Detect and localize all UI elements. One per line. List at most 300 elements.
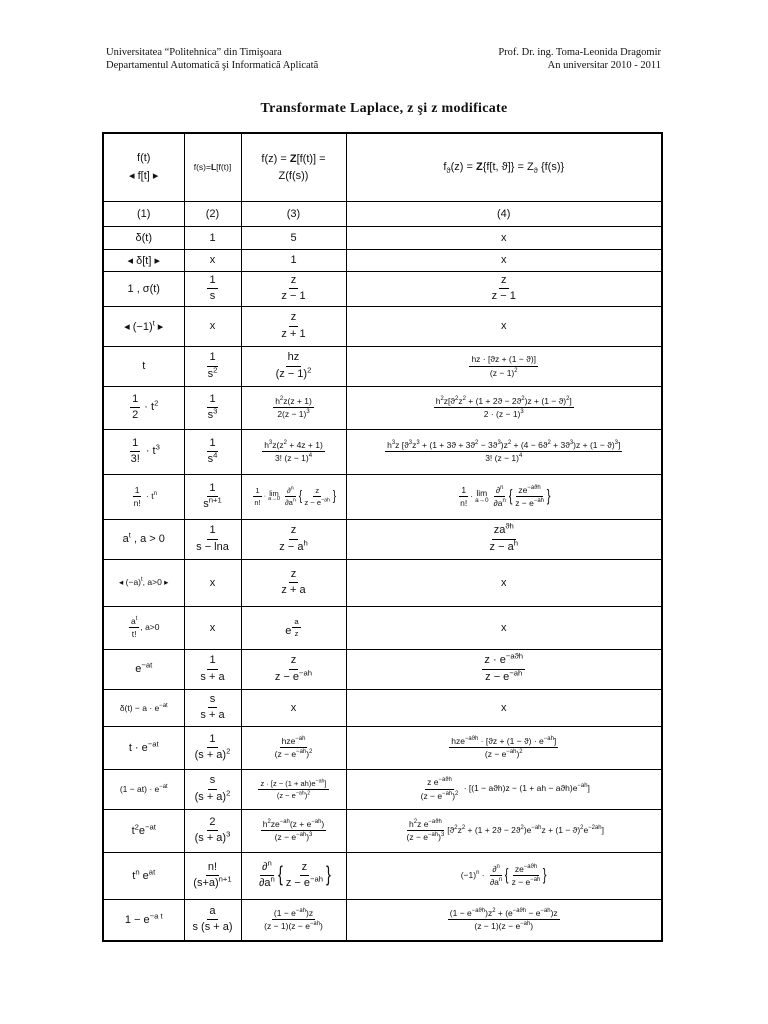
superscript — [136, 616, 138, 622]
math-expression — [485, 453, 522, 463]
superscript — [226, 829, 230, 838]
cell-z-transform — [241, 769, 346, 809]
math-text: n! — [460, 498, 468, 508]
math-text: 2 — [309, 749, 313, 756]
page-title: Transformate Laplace, z şi z modificate — [260, 101, 508, 116]
fraction — [190, 905, 234, 934]
math-text: z − e — [274, 670, 300, 683]
fraction-denominator — [488, 367, 520, 378]
math-text: 2 — [519, 749, 523, 756]
math-text: −ah — [577, 783, 588, 790]
math-text: 1 − e — [124, 913, 150, 926]
math-expression — [192, 815, 234, 844]
cell-time-function — [103, 809, 184, 852]
math-text: h — [262, 818, 268, 829]
math-expression — [515, 498, 544, 508]
math-text: s — [203, 498, 209, 510]
cell-time-function — [103, 726, 184, 769]
math-expression — [276, 524, 310, 553]
math-text: 2 — [413, 818, 418, 825]
math-text: , a>0 ▸ — [142, 577, 169, 587]
cell-time-function — [103, 249, 184, 271]
math-text: n — [292, 497, 296, 504]
math-text: z e — [417, 818, 429, 829]
transform-table — [102, 132, 663, 942]
math-text: z — [294, 629, 299, 638]
math-expression — [120, 784, 168, 794]
superscript — [527, 485, 540, 491]
math-text: n+1 — [218, 874, 232, 884]
math-expression — [258, 874, 275, 889]
superscript — [465, 736, 478, 742]
superscript — [513, 908, 526, 914]
superscript — [296, 832, 306, 838]
cell-modified-z-transform — [346, 346, 662, 386]
fraction — [194, 524, 231, 553]
math-text: 1 — [209, 732, 216, 745]
fraction-numerator — [133, 485, 142, 497]
math-text: z — [315, 486, 320, 495]
math-text: ) — [306, 749, 310, 759]
fraction-numerator — [313, 486, 321, 497]
math-text: − 3ϑ — [478, 439, 498, 450]
fraction — [252, 486, 262, 507]
math-text: 5 — [290, 231, 297, 244]
superscript — [296, 790, 305, 796]
math-text: (z − e — [276, 790, 296, 800]
math-expression — [287, 486, 294, 495]
fraction-numerator — [207, 816, 217, 831]
cell-time-function — [103, 689, 184, 726]
math-text: n+1 — [208, 495, 222, 505]
curly-brace: } — [332, 488, 336, 505]
superscript — [506, 749, 516, 755]
math-text: ze — [270, 818, 280, 829]
math-text: 3! (z − 1) — [274, 453, 309, 463]
superscript — [291, 486, 294, 492]
fraction-numerator — [129, 616, 139, 628]
math-text: t — [141, 577, 143, 584]
math-text: , a > 0 — [130, 533, 165, 545]
math-expression — [492, 864, 500, 874]
cell-laplace-transform — [184, 271, 241, 306]
fraction-denominator — [130, 628, 139, 639]
cell-time-function — [103, 346, 184, 386]
math-text: 2 — [566, 395, 570, 402]
math-text: n — [135, 866, 140, 876]
math-expression — [274, 667, 313, 683]
math-expression — [384, 439, 623, 463]
math-expression — [484, 651, 524, 667]
math-text: ▸ — [154, 320, 164, 333]
math-text: 1 — [209, 273, 216, 286]
math-text: + (1 + 3ϑ + 3ϑ — [419, 439, 476, 450]
fraction — [198, 654, 226, 683]
math-expression — [210, 577, 216, 589]
math-text: s — [209, 774, 216, 787]
math-text: x — [209, 621, 216, 634]
math-text: −at — [145, 821, 156, 831]
math-text: 2 — [154, 398, 159, 408]
fraction-denominator — [129, 452, 142, 466]
math-text: 1 — [209, 351, 216, 364]
column-number: (2) — [184, 201, 241, 226]
math-expression — [207, 450, 218, 465]
math-expression — [485, 667, 523, 683]
math-expression — [209, 232, 215, 244]
math-text: z − a — [489, 540, 514, 553]
math-text: δ(t) — [135, 231, 152, 244]
math-expression — [194, 162, 232, 172]
math-text: 3! — [130, 453, 140, 465]
fraction-numerator — [289, 654, 299, 669]
math-text: −ah — [311, 818, 322, 825]
superscript — [213, 365, 217, 374]
cell-laplace-transform — [184, 726, 241, 769]
math-text: (z − 1) — [275, 367, 308, 380]
math-text: 1 — [134, 484, 140, 495]
math-text: x — [501, 621, 507, 634]
fraction-denominator — [488, 876, 504, 887]
cell-modified-z-transform — [346, 559, 662, 606]
cell-laplace-transform — [184, 769, 241, 809]
math-text: (z − e — [274, 832, 297, 842]
superscript — [295, 736, 305, 742]
cell-z-transform — [241, 519, 346, 559]
math-text: n — [267, 858, 272, 868]
fraction-denominator — [279, 327, 307, 341]
math-expression — [206, 273, 218, 302]
math-text: [f(t)] — [216, 162, 232, 173]
transform-operator-symbol: Z — [289, 152, 297, 165]
math-text: f(t) — [137, 152, 151, 165]
fraction-denominator — [283, 497, 298, 507]
superscript — [159, 784, 167, 790]
fraction — [198, 693, 226, 722]
cell-modified-z-transform — [346, 474, 662, 519]
math-text: −ah — [295, 790, 305, 796]
fraction-denominator — [513, 497, 546, 508]
cell-z-transform — [241, 726, 346, 769]
superscript — [441, 832, 444, 838]
fraction — [482, 651, 525, 683]
math-text: −ah — [442, 790, 453, 797]
fraction-numerator — [292, 617, 300, 628]
column-number: (3) — [241, 201, 346, 226]
math-expression — [197, 654, 227, 683]
author-name: Prof. Dr. ing. Toma-Leonida Dragomir — [498, 47, 661, 58]
fraction — [206, 351, 220, 380]
math-text: (z − 1)(z − e — [264, 921, 310, 932]
cell-time-function — [103, 606, 184, 649]
fraction — [279, 311, 307, 340]
fraction-numerator — [207, 905, 217, 920]
math-text: z + 1 — [281, 327, 306, 340]
math-text: 2 — [580, 824, 584, 831]
math-text: 2 — [213, 364, 218, 374]
superscript — [306, 409, 309, 415]
math-text: t — [142, 360, 146, 372]
math-expression — [275, 749, 313, 759]
math-text: 1 — [209, 654, 216, 667]
math-expression — [501, 702, 507, 714]
math-expression — [106, 152, 182, 182]
math-text: ◂ (−1) — [124, 320, 153, 333]
math-text: (z) = — [450, 161, 476, 174]
math-text: s — [209, 290, 216, 302]
math-text: h — [387, 439, 392, 450]
math-expression — [279, 170, 309, 182]
math-text: ∂ — [287, 486, 291, 495]
superscript — [524, 864, 537, 870]
table-row — [103, 249, 662, 271]
math-expression — [277, 409, 309, 419]
math-expression — [501, 232, 507, 244]
math-text: h — [513, 537, 518, 547]
fraction-numerator — [492, 521, 516, 539]
superscript — [150, 911, 163, 920]
math-expression — [132, 866, 156, 882]
fraction-denominator — [132, 497, 143, 508]
cell-modified-z-transform — [346, 386, 662, 429]
fraction — [129, 616, 139, 639]
math-text: z − e — [304, 498, 321, 507]
math-text: 2 — [462, 395, 466, 402]
math-text: f(z) = — [261, 152, 290, 165]
math-text: 3 — [155, 442, 160, 452]
math-text: −ah — [533, 498, 544, 505]
math-expression — [274, 908, 313, 918]
fraction-denominator — [279, 583, 307, 597]
math-text: n! — [133, 498, 141, 508]
math-text: 3 — [416, 439, 420, 446]
math-text: 4 — [213, 450, 218, 460]
math-text: ) — [304, 790, 308, 800]
math-text: 2 — [307, 790, 311, 796]
cell-time-function — [103, 649, 184, 689]
math-expression — [272, 395, 315, 419]
fraction-denominator — [482, 408, 526, 419]
math-text: f(s)= — [193, 162, 211, 173]
fraction-numerator — [494, 485, 506, 497]
superscript — [148, 739, 159, 748]
math-expression — [128, 738, 159, 754]
math-text: −ah — [296, 832, 307, 839]
column-number: (4) — [346, 201, 662, 226]
cell-z-transform — [241, 809, 346, 852]
math-text: ) — [530, 921, 534, 932]
fraction — [303, 486, 332, 507]
math-text: (z − e — [420, 790, 443, 801]
fraction-denominator — [293, 628, 301, 638]
math-text: 1 — [209, 392, 216, 405]
math-text: 2 — [226, 787, 231, 797]
cell-laplace-transform — [184, 606, 241, 649]
math-text: ϑh — [505, 521, 514, 531]
math-text: 2 — [507, 439, 512, 446]
fraction-numerator — [289, 311, 299, 326]
fraction-denominator — [194, 540, 231, 554]
math-text: 2 — [440, 395, 444, 402]
math-text: h — [303, 537, 308, 547]
math-text: h — [275, 395, 280, 406]
math-expression — [272, 654, 315, 683]
superscript — [213, 450, 217, 459]
superscript — [293, 498, 296, 504]
cell-z-transform — [241, 386, 346, 429]
math-text: 2 — [514, 367, 518, 374]
superscript — [307, 365, 311, 374]
math-expression — [261, 153, 325, 165]
superscript — [149, 867, 155, 876]
fraction-numerator — [425, 777, 454, 789]
fraction-numerator — [449, 736, 558, 748]
superscript — [219, 874, 232, 883]
cell-laplace-transform — [184, 306, 241, 346]
curly-brace: { — [277, 863, 283, 887]
math-expression — [119, 577, 168, 587]
fraction — [405, 819, 447, 842]
fraction-denominator — [275, 790, 312, 800]
math-expression — [275, 364, 312, 380]
math-text: δ(t) − a · e — [119, 702, 160, 713]
math-text: · t — [142, 445, 156, 458]
math-expression — [512, 877, 541, 887]
fraction — [279, 568, 307, 597]
math-text: 2 — [132, 409, 139, 421]
cell-time-function — [103, 559, 184, 606]
table-row — [103, 899, 662, 941]
math-text: 1 — [461, 484, 467, 495]
math-text: 2(z − 1) — [277, 409, 307, 419]
superscript — [506, 652, 523, 661]
math-text: z — [290, 654, 297, 667]
math-text: −ah — [296, 749, 307, 756]
table-row — [103, 386, 662, 429]
fraction-numerator — [490, 864, 502, 876]
superscript — [428, 819, 441, 825]
math-text: ◂ f[t] ▸ — [129, 170, 159, 183]
fraction — [273, 396, 314, 419]
math-text: ∂a — [258, 877, 271, 889]
math-text: 3 — [268, 439, 273, 446]
math-expression — [264, 440, 323, 450]
superscript — [499, 877, 502, 883]
math-text: −ah — [321, 497, 330, 504]
math-text: ∂a — [284, 498, 293, 507]
limit-operator — [475, 489, 488, 505]
cell-modified-z-transform — [346, 852, 662, 899]
cell-z-transform — [241, 306, 346, 346]
math-expression — [131, 616, 137, 626]
fraction-denominator — [201, 497, 224, 511]
fraction — [488, 521, 520, 553]
fraction-numerator — [130, 393, 140, 408]
math-expression — [194, 787, 231, 803]
fraction-denominator — [275, 408, 311, 419]
fraction-denominator — [262, 920, 325, 931]
math-text: 3 — [408, 439, 413, 446]
fraction — [257, 858, 277, 890]
math-expression — [129, 170, 158, 182]
cell-modified-z-transform — [346, 769, 662, 809]
math-text: −ah — [309, 921, 321, 928]
math-text: −aϑh — [512, 908, 527, 915]
math-text: −ah — [543, 735, 554, 742]
math-text: z — [290, 273, 297, 286]
fraction-denominator — [510, 876, 543, 887]
math-text: x — [209, 320, 216, 332]
superscript — [577, 783, 587, 789]
author-header — [498, 46, 661, 72]
cell-laplace-transform — [184, 226, 241, 249]
fraction-numerator — [289, 524, 299, 539]
table-row — [103, 606, 662, 649]
math-text: ) — [306, 832, 310, 842]
math-text: −at — [147, 738, 159, 748]
math-text: ◂ δ[t] ▸ — [127, 254, 160, 267]
math-text: x — [501, 320, 507, 332]
math-text: −at — [141, 660, 153, 670]
superscript — [321, 498, 330, 504]
math-text: + (e — [495, 908, 513, 919]
math-text: 2 — [307, 364, 312, 374]
cell-laplace-transform — [184, 346, 241, 386]
cell-modified-z-transform-header — [346, 133, 662, 201]
math-text: 2 — [209, 815, 216, 828]
math-text: n — [496, 863, 500, 870]
math-text: t — [132, 869, 136, 882]
math-text: −aϑh — [464, 735, 479, 742]
math-text: ϑ — [533, 166, 538, 176]
math-expression — [192, 774, 234, 803]
superscript — [141, 660, 152, 669]
math-expression — [142, 360, 145, 372]
fraction — [273, 654, 314, 683]
math-text: · — [470, 490, 474, 501]
math-text: at — [148, 866, 156, 876]
math-text: (1 − at) · e — [119, 784, 160, 794]
math-text: 3 — [520, 409, 524, 416]
fraction-denominator — [206, 364, 220, 381]
math-text: z − a — [279, 540, 304, 553]
math-expression — [277, 791, 310, 800]
math-text: ] — [601, 824, 604, 835]
math-text: 1 — [209, 481, 216, 494]
cell-modified-z-transform — [346, 226, 662, 249]
math-text: x — [290, 701, 297, 714]
math-expression — [120, 703, 168, 713]
fraction-denominator — [483, 667, 524, 684]
cell-laplace-transform — [184, 474, 241, 519]
math-text: z[ϑ — [443, 395, 456, 406]
fraction-numerator — [289, 274, 299, 289]
cell-modified-z-transform — [346, 306, 662, 346]
cell-time-function — [103, 429, 184, 474]
math-expression — [272, 735, 316, 759]
curly-brace: { — [505, 866, 509, 885]
math-expression — [264, 921, 323, 931]
math-text: ∂ — [262, 860, 268, 873]
superscript — [310, 874, 323, 883]
math-expression — [124, 317, 164, 333]
cell-modified-z-transform — [346, 809, 662, 852]
math-text: −at — [159, 702, 168, 709]
math-text: 2 — [267, 818, 271, 825]
cell-z-transform — [241, 852, 346, 899]
fraction — [201, 482, 224, 511]
limit-label: lim — [269, 488, 279, 498]
